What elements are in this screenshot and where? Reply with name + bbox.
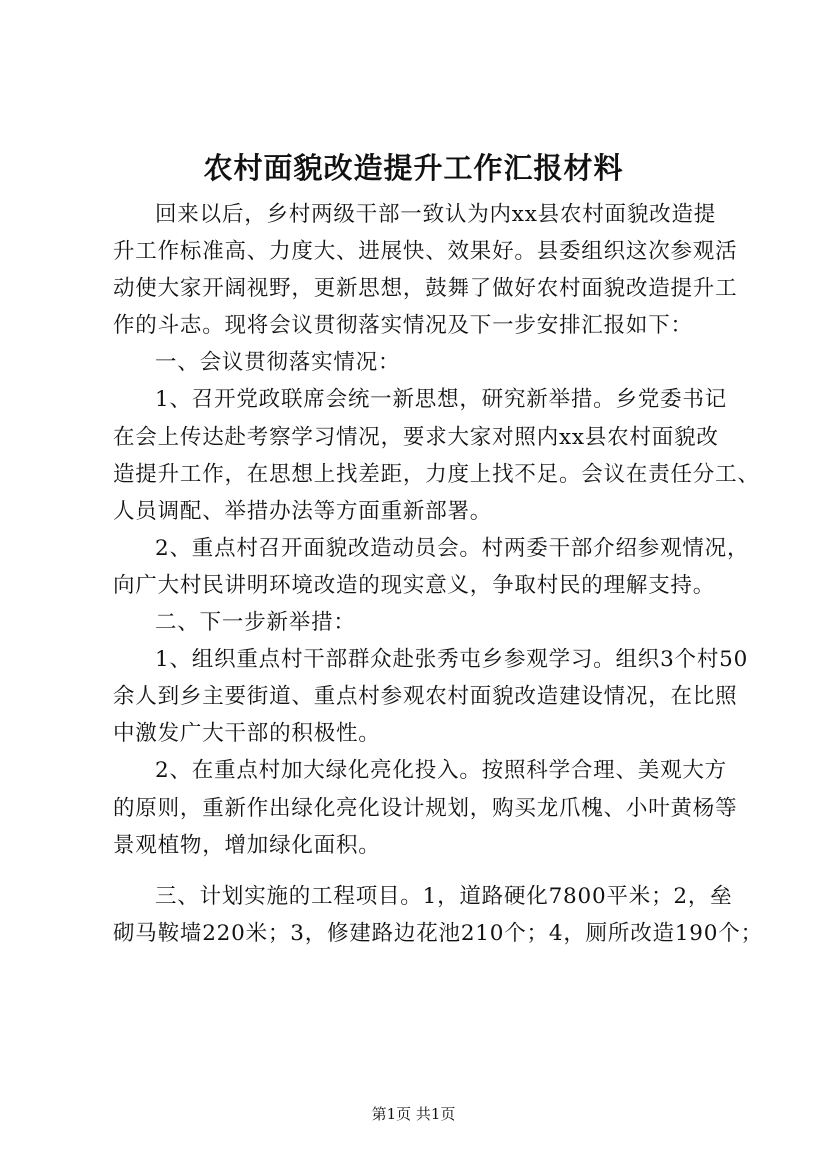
document-title: 农村面貌改造提升工作汇报材料 — [203, 151, 624, 185]
paragraph-line: 1、召开党政联席会统一新思想，研究新举措。乡党委书记 — [155, 387, 727, 413]
paragraph-line: 在会上传达赴考察学习情况，要求大家对照内xx县农村面貌改 — [113, 424, 719, 450]
paragraph-line: 1、组织重点村干部群众赴张秀屯乡参观学习。组织3个村50 — [155, 647, 749, 673]
section-heading: 一、会议贯彻落实情况： — [155, 350, 401, 376]
paragraph-line: 作的斗志。现将会议贯彻落实情况及下一步安排汇报如下： — [113, 313, 693, 339]
paragraph-line: 升工作标准高、力度大、进展快、效果好。县委组织这次参观活 — [113, 239, 738, 265]
paragraph-line: 2、重点村召开面貌改造动员会。村两委干部介绍参观情况， — [155, 535, 750, 561]
paragraph-line: 向广大村民讲明环境改造的现实意义，争取村民的理解支持。 — [113, 572, 716, 598]
document-body — [113, 196, 763, 952]
paragraph-line: 余人到乡主要街道、重点村参观农村面貌改造建设情况，在比照 — [113, 684, 738, 710]
paragraph-line: 造提升工作，在思想上找差距，力度上找不足。会议在责任分工、 — [113, 461, 760, 487]
page-footer: 第1页 共1页 — [371, 1105, 456, 1123]
paragraph-line: 的原则，重新作出绿化亮化设计规划，购买龙爪槐、小叶黄杨等 — [113, 795, 738, 821]
paragraph-line: 回来以后，乡村两级干部一致认为内xx县农村面貌改造提 — [155, 202, 717, 227]
paragraph-line: 人员调配、举措办法等方面重新部署。 — [113, 498, 493, 524]
paragraph-line: 三、计划实施的工程项目。1，道路硬化7800平米；2，垒 — [155, 883, 733, 909]
paragraph-line: 中激发广大干部的积极性。 — [113, 721, 381, 747]
section-heading: 二、下一步新举措： — [155, 610, 356, 636]
paragraph-line: 2、在重点村加大绿化亮化投入。按照科学合理、美观大方 — [155, 758, 727, 784]
paragraph-line: 动使大家开阔视野，更新思想，鼓舞了做好农村面貌改造提升工 — [113, 276, 738, 302]
paragraph-line: 砌马鞍墙220米；3，修建路边花池210个；4，厕所改造190个； — [113, 920, 763, 946]
paragraph-line: 景观植物，增加绿化面积。 — [113, 832, 381, 858]
